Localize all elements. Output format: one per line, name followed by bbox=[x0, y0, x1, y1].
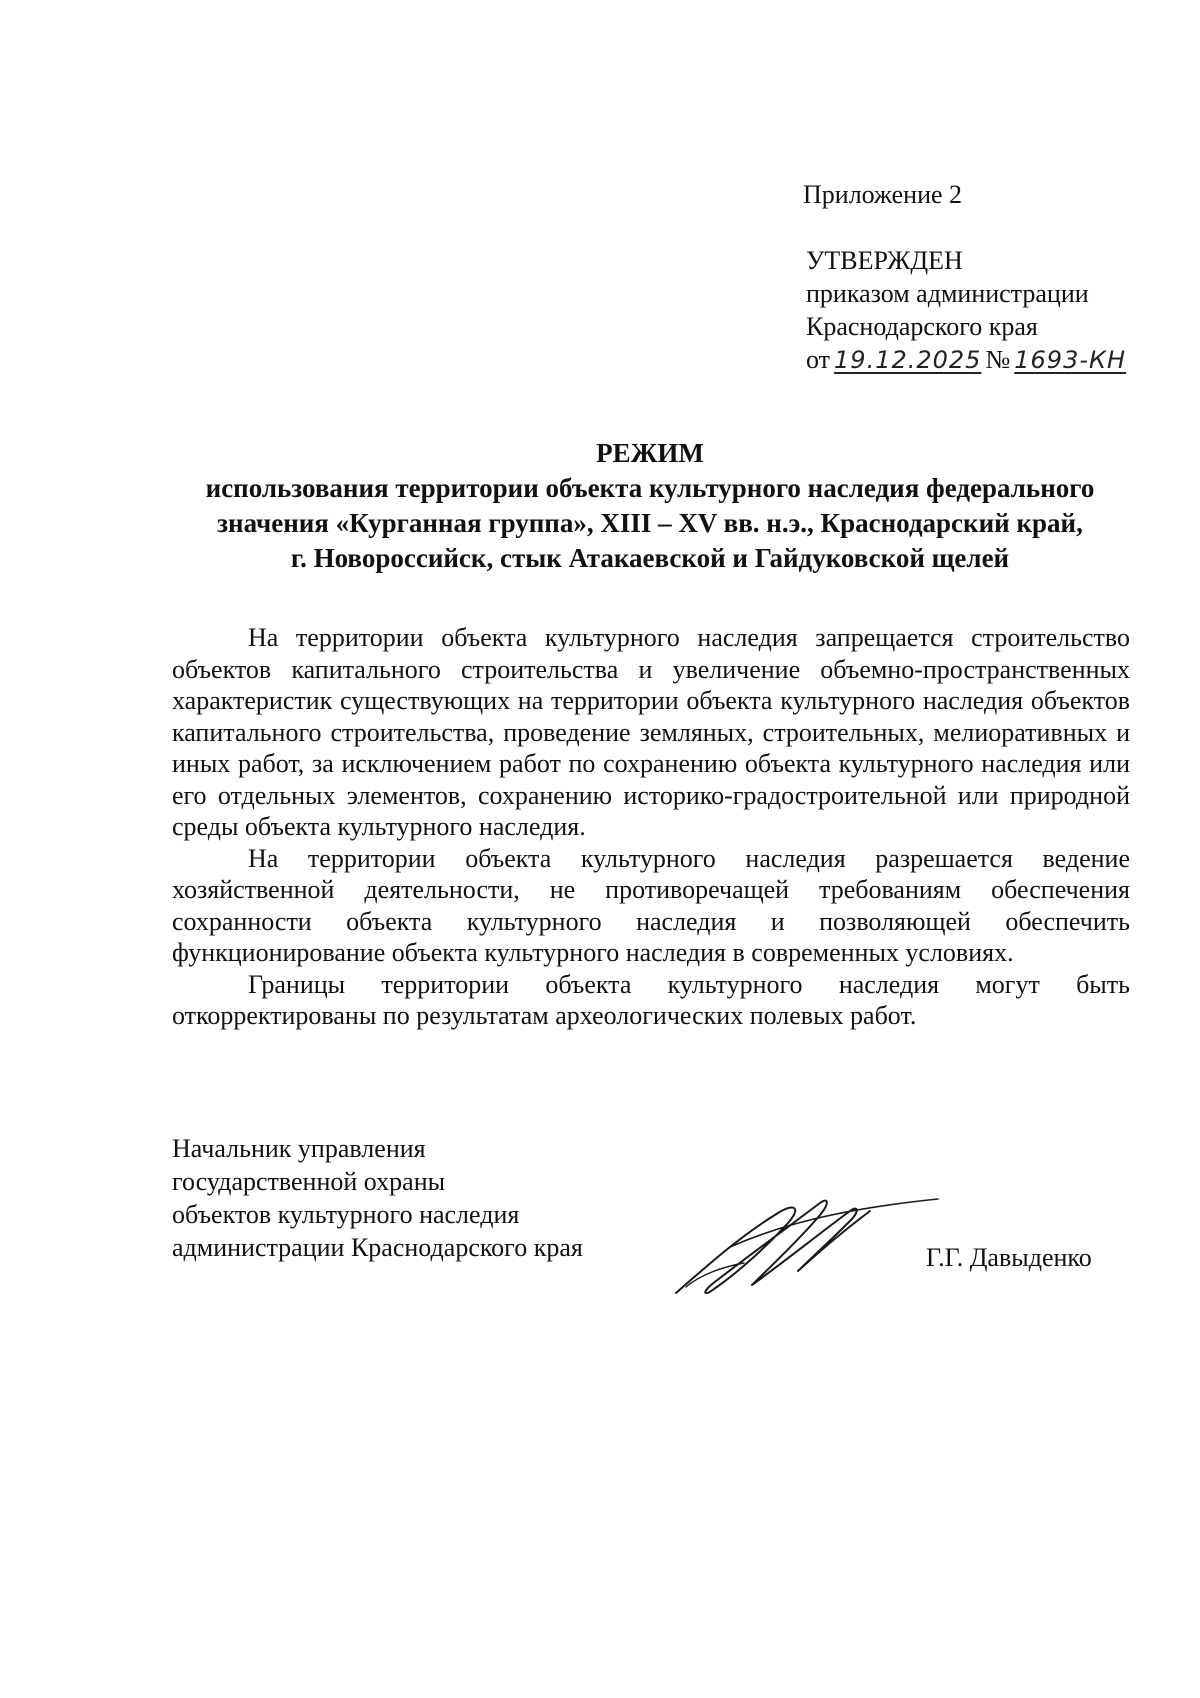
order-number: 1693-КН bbox=[1014, 346, 1127, 374]
title-main: РЕЖИМ bbox=[596, 438, 704, 468]
handwritten-signature bbox=[670, 1185, 940, 1305]
approval-date-line bbox=[806, 343, 1130, 377]
date-prefix: от bbox=[806, 345, 831, 374]
signatory-position bbox=[172, 1132, 583, 1264]
title-line-3: г. Новороссийск, стык Атакаевской и Гайдуковской щелей bbox=[290, 543, 1010, 573]
approval-title: УТВЕРЖДЕН bbox=[806, 246, 963, 275]
title-line-1: использования территории объекта культурного наследия федерального bbox=[205, 473, 1095, 503]
document-title bbox=[150, 436, 1150, 576]
document-body bbox=[172, 622, 1130, 1032]
approval-block bbox=[806, 244, 1130, 377]
position-line-4: администрации Краснодарского края bbox=[172, 1233, 583, 1262]
appendix-label: Приложение 2 bbox=[803, 180, 963, 209]
approval-line-1: приказом администрации bbox=[806, 279, 1089, 308]
number-prefix: № bbox=[985, 345, 1011, 374]
order-date: 19.12.2025 bbox=[834, 346, 982, 374]
signer-name: Г.Г. Давыденко bbox=[926, 1243, 1092, 1272]
position-line-2: государственной охраны bbox=[172, 1167, 446, 1196]
paragraph-permission: На территории объекта культурного наследия разрешается ведение хозяйственной деятельности, не противоречащей требованиям обеспечения сохранности объекта культурного наследия и позволяющей обеспечить функционирование объекта культурного наследия в современных условиях. bbox=[172, 843, 1130, 967]
approval-line-2: Краснодарского края bbox=[806, 312, 1038, 341]
paragraph-boundaries: Границы территории объекта культурного наследия могут быть откорректированы по результатам археологических полевых работ. bbox=[172, 969, 1130, 1030]
paragraph-prohibition: На территории объекта культурного наследия запрещается строительство объектов капитального строительства и увеличение объемно-пространственных характеристик существующих на территории объекта культурного наследия объектов капитального строительства, проведение земляных, строительных, мелиоративных и иных работ, за исключением работ по сохранению объекта культурного наследия или его отдельных элементов, сохранению историко-градостроительной или природной среды объекта культурного наследия. bbox=[172, 623, 1130, 841]
position-line-1: Начальник управления bbox=[172, 1134, 426, 1163]
position-line-3: объектов культурного наследия bbox=[172, 1200, 520, 1229]
title-line-2: значения «Курганная группа», XIII – XV вв. н.э., Краснодарский край, bbox=[217, 508, 1083, 538]
